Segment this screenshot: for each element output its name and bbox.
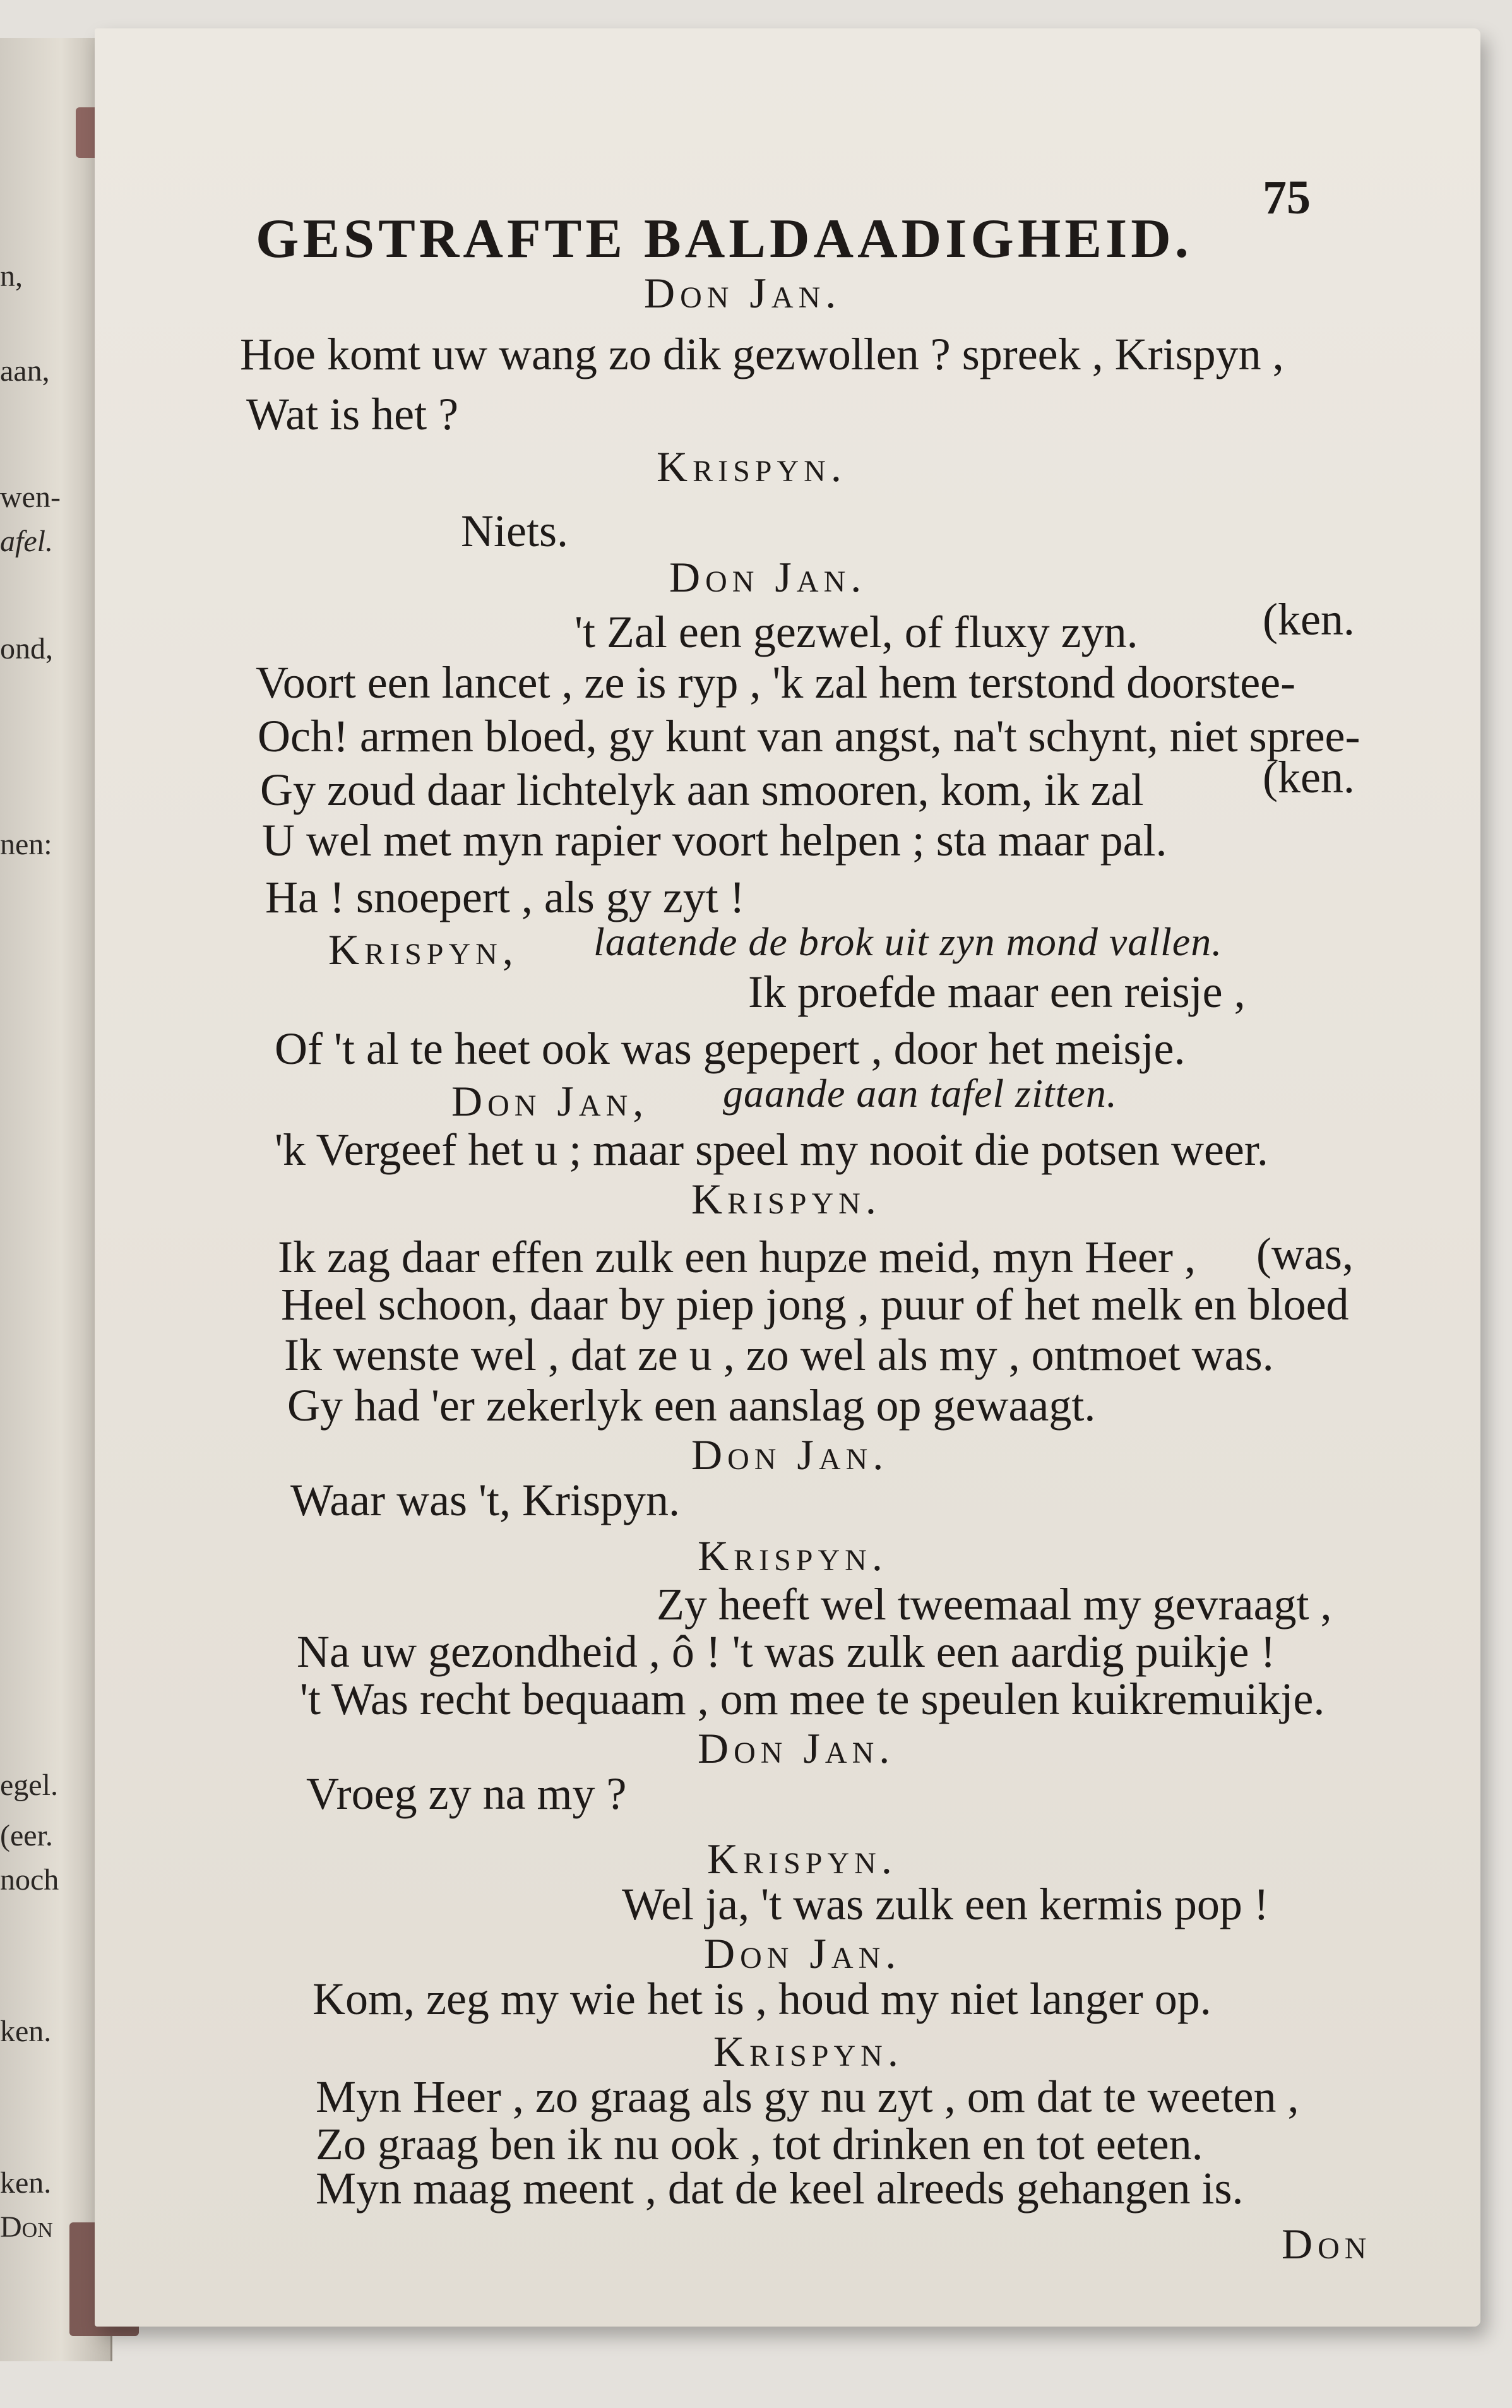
- verse-line: Na uw gezondheid , ô ! 't was zulk een aardig puikje !: [297, 1626, 1276, 1677]
- speaker-heading: Don Jan.: [704, 1929, 902, 1977]
- verse-line: Myn Heer , zo graag als gy nu zyt , om dat te weeten ,: [316, 2071, 1299, 2122]
- verse-line: Myn maag meent , dat de keel alreeds gehangen is.: [316, 2163, 1244, 2214]
- verse-line: Ik wenste wel , dat ze u , zo wel als my , ontmoet was.: [284, 1330, 1274, 1380]
- speaker-heading: Don Jan.: [669, 553, 867, 601]
- verse-line: Ha ! snoepert , als gy zyt !: [265, 872, 745, 922]
- left-page-fragment: ken.: [0, 2015, 52, 2048]
- left-page-fragment: Don: [0, 2210, 53, 2244]
- verse-line: 't Zal een gezwel, of fluxy zyn.: [574, 607, 1138, 657]
- running-header-title: GESTRAFTE BALDAADIGHEID.: [256, 208, 1193, 270]
- verse-turnover: (ken.: [1263, 594, 1355, 645]
- speaker-heading: Krispyn,: [328, 926, 518, 974]
- left-page-fragment: n,: [0, 259, 23, 293]
- verse-line: Ik proefde maar een reisje ,: [748, 967, 1246, 1017]
- speaker-heading: Krispyn.: [707, 1835, 897, 1883]
- verse-line: Wat is het ?: [246, 389, 459, 439]
- left-page-fragment: afel.: [0, 525, 53, 558]
- page-number: 75: [1263, 171, 1311, 224]
- verse-line: Kom, zeg my wie het is , houd my niet langer op.: [313, 1974, 1211, 2024]
- verse-line: Of 't al te heet ook was gepepert , door het meisje.: [275, 1023, 1186, 1074]
- verse-line: Voort een lancet , ze is ryp , 'k zal hem terstond doorstee-: [256, 657, 1296, 708]
- left-page-fragment: (eer.: [0, 1819, 53, 1852]
- verse-line: U wel met myn rapier voort helpen ; sta maar pal.: [262, 815, 1167, 866]
- verse-line: Zo graag ben ik nu ook , tot drinken en tot eeten.: [316, 2119, 1203, 2169]
- speaker-heading: Krispyn.: [657, 443, 847, 491]
- left-page-fragment: ken.: [0, 2166, 52, 2200]
- verse-line: 'k Vergeef het u ; maar speel my nooit die potsen weer.: [275, 1124, 1268, 1175]
- verse-turnover: (was,: [1256, 1229, 1354, 1279]
- stage-direction: laatende de brok uit zyn mond vallen.: [593, 919, 1223, 964]
- left-page-fragment: aan,: [0, 354, 50, 388]
- verse-line: Och! armen bloed, gy kunt van angst, na't schynt, niet spree-: [258, 711, 1360, 761]
- speaker-heading: Krispyn.: [713, 2027, 903, 2075]
- verse-line: Vroeg zy na my ?: [306, 1768, 627, 1819]
- left-page-fragment: noch: [0, 1863, 59, 1897]
- verse-line: Wel ja, 't was zulk een kermis pop !: [622, 1879, 1269, 1929]
- verse-line: Waar was 't, Krispyn.: [290, 1475, 681, 1525]
- verse-line: Niets.: [461, 506, 568, 556]
- speaker-heading: Don Jan,: [451, 1077, 649, 1125]
- verse-line: Ik zag daar effen zulk een hupze meid, myn Heer ,: [278, 1232, 1196, 1282]
- verse-line: Gy had 'er zekerlyk een aanslag op gewaagt.: [287, 1380, 1096, 1431]
- left-page-fragment: egel.: [0, 1768, 58, 1802]
- speaker-heading: Don Jan.: [644, 269, 842, 317]
- speaker-heading: Don Jan.: [698, 1724, 895, 1772]
- left-page-fragment: ond,: [0, 632, 53, 665]
- catchword: Don: [1282, 2220, 1372, 2268]
- verse-line: Hoe komt uw wang zo dik gezwollen ? spreek , Krispyn ,: [240, 329, 1284, 379]
- speaker-heading: Krispyn.: [698, 1532, 888, 1580]
- speaker-heading: Krispyn.: [691, 1175, 881, 1223]
- speaker-heading: Don Jan.: [691, 1431, 889, 1479]
- book-page: [95, 28, 1480, 2327]
- left-page-fragment: wen-: [0, 480, 61, 514]
- verse-line: Gy zoud daar lichtelyk aan smooren, kom, ik zal: [260, 765, 1144, 815]
- left-page-fragment: nen:: [0, 828, 52, 861]
- verse-turnover: (ken.: [1263, 752, 1355, 802]
- verse-line: 't Was recht bequaam , om mee te speulen kuikremuikje.: [300, 1674, 1325, 1724]
- verse-line: Zy heeft wel tweemaal my gevraagt ,: [657, 1579, 1332, 1630]
- stage-direction: gaande aan tafel zitten.: [723, 1071, 1117, 1116]
- verse-line: Heel schoon, daar by piep jong , puur of het melk en bloed: [281, 1279, 1349, 1330]
